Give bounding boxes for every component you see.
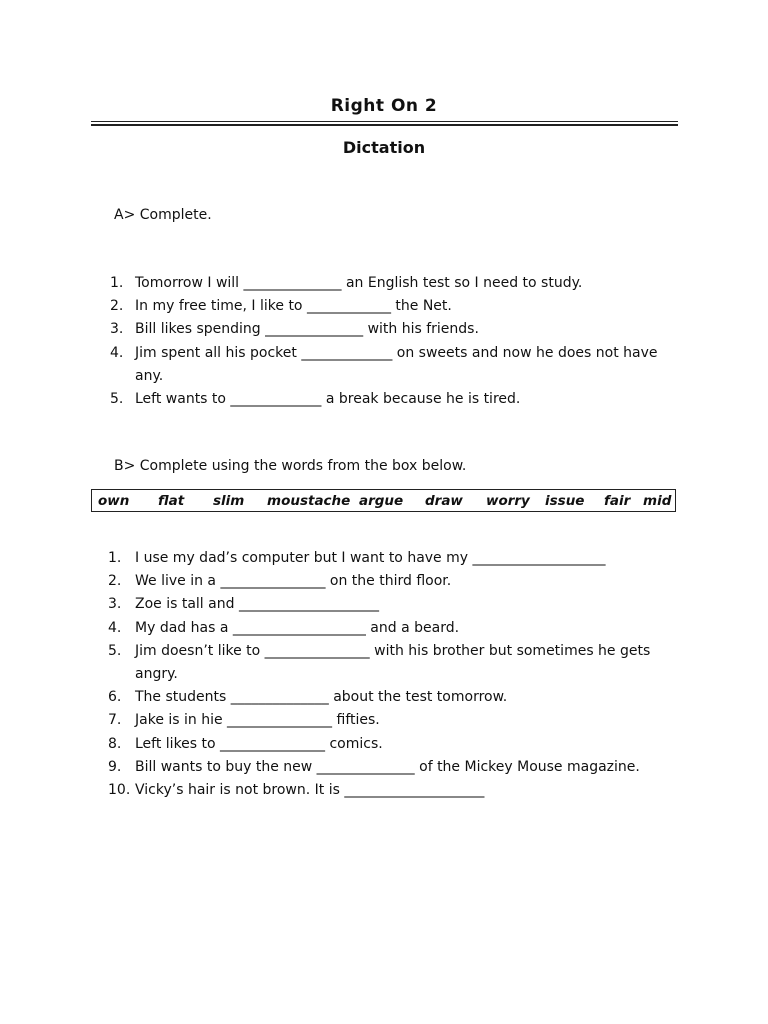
word-box-word: fair: [604, 493, 631, 509]
item-text: Vicky’s hair is not brown. It is ____________________: [135, 782, 485, 799]
item-number: 3.: [110, 321, 124, 338]
item-number: 8.: [108, 735, 122, 752]
word-box-word: moustache: [267, 493, 351, 509]
item-number: 1.: [110, 275, 124, 291]
list-item: [110, 617, 690, 640]
item-number: 6.: [108, 689, 122, 706]
item-text: Zoe is tall and ____________________: [135, 596, 379, 613]
item-text: The students ______________ about the test tomorrow.: [135, 689, 508, 706]
item-text: Bill wants to buy the new ______________ of the Mickey Mouse magazine.: [135, 758, 640, 775]
page-subtitle: Dictation: [342, 138, 426, 157]
item-text: I use my dad’s computer but I want to have my ___________________: [135, 550, 606, 566]
list-item: [110, 779, 690, 802]
item-number: 5.: [110, 391, 124, 408]
word-box-word: flat: [158, 493, 185, 509]
page-title: Right On 2: [330, 96, 438, 116]
list-item: [110, 388, 690, 411]
section-a-list: [110, 272, 690, 411]
list-item: [110, 318, 690, 341]
list-item: [110, 547, 690, 570]
list-item: [110, 593, 690, 616]
word-box: [91, 489, 676, 512]
word-box-word: own: [98, 493, 130, 509]
section-a-instruction: A> Complete.: [114, 207, 212, 223]
item-text: Left likes to _______________ comics.: [135, 735, 383, 752]
item-number: 10.: [108, 782, 131, 799]
item-text: We live in a _______________ on the third floor.: [135, 573, 452, 590]
item-number: 4.: [110, 344, 124, 361]
title-rule-thick: [91, 124, 678, 126]
item-number: 7.: [108, 712, 122, 729]
title-rule-thin: [91, 121, 678, 122]
item-text: My dad has a ___________________ and a beard.: [135, 619, 460, 636]
item-number: 2.: [110, 298, 124, 315]
item-text: Jim doesn’t like to _______________ with his brother but sometimes he gets angry.: [135, 642, 651, 683]
item-number: 9.: [108, 758, 122, 775]
list-item: [110, 756, 690, 779]
word-box-word: worry: [486, 493, 530, 509]
list-item: [110, 640, 690, 686]
list-item: [110, 709, 690, 732]
item-number: 5.: [108, 642, 122, 659]
list-item: [110, 272, 690, 295]
item-number: 4.: [108, 619, 122, 636]
item-number: 3.: [108, 596, 122, 613]
list-item: [110, 295, 690, 318]
section-b-instruction: B> Complete using the words from the box below.: [114, 458, 467, 474]
list-item: [110, 686, 690, 709]
section-b-list: [110, 547, 690, 802]
word-box-word: mid: [643, 493, 672, 509]
item-text: Left wants to _____________ a break because he is tired.: [135, 391, 521, 408]
item-text: Jim spent all his pocket _____________ on sweets and now he does not have any.: [135, 344, 658, 384]
item-text: Jake is in hie _______________ fifties.: [135, 712, 380, 729]
list-item: [110, 570, 690, 593]
word-box-word: argue: [359, 493, 404, 509]
list-item: [110, 733, 690, 756]
item-number: 1.: [108, 550, 122, 566]
word-box-word: slim: [213, 493, 245, 509]
list-item: [110, 342, 690, 388]
item-text: Bill likes spending ______________ with his friends.: [135, 321, 479, 338]
word-box-word: issue: [545, 493, 585, 509]
item-text: Tomorrow I will ______________ an English test so I need to study.: [135, 275, 583, 291]
item-number: 2.: [108, 573, 122, 590]
word-box-word: draw: [425, 493, 463, 509]
item-text: In my free time, I like to ____________ the Net.: [135, 298, 452, 315]
